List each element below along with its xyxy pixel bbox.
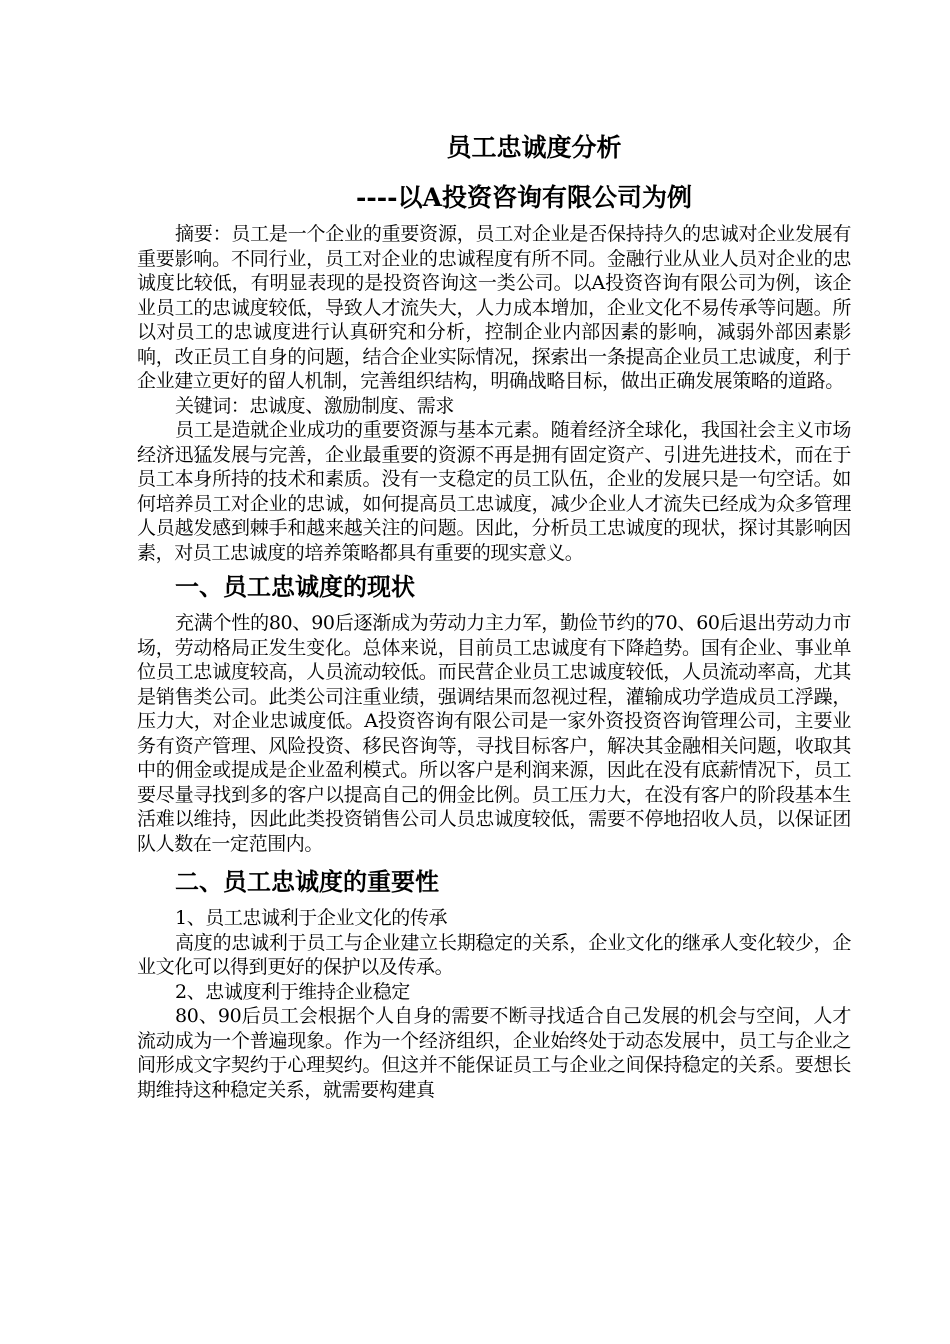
section-2-item-1-paragraph: 高度的忠诚利于员工与企业建立长期稳定的关系，企业文化的继承人变化较少，企业文化可以得到更好的保护以及传承。 bbox=[137, 931, 851, 978]
section-2-item-2-paragraph: 80、90后员工会根据个人自身的需要不断寻找适合自己发展的机会与空间，人才流动成为一个普遍现象。作为一个经济组织，企业始终处于动态发展中，员工与企业之间形成文字契约于心理契约。但这并不能保证员工与企业之间保持稳定的关系。要想长期维持这种稳定关系，就需要构建真 bbox=[137, 1005, 851, 1101]
intro-paragraph: 员工是造就企业成功的重要资源与基本元素。随着经济全球化，我国社会主义市场经济迅猛发展与完善，企业最重要的资源不再是拥有固定资产、引进先进技术，而在于员工本身所持的技术和素质。没有一支稳定的员工队伍，企业的发展只是一句空话。如何培养员工对企业的忠诚，如何提高员工忠诚度，减少企业人才流失已经成为众多管理人员越发感到棘手和越来越关注的问题。因此，分析员工忠诚度的现状，探讨其影响因素，对员工忠诚度的培养策略都具有重要的现实意义。 bbox=[137, 419, 851, 564]
section-2-item-1-title: 1、员工忠诚利于企业文化的传承 bbox=[175, 907, 448, 929]
section-2-heading: 二、员工忠诚度的重要性 bbox=[175, 867, 439, 896]
section-1-heading: 一、员工忠诚度的现状 bbox=[175, 572, 415, 601]
section-2-item-2-title: 2、忠诚度利于维持企业稳定 bbox=[175, 980, 410, 1003]
section-1-paragraph: 充满个性的80、90后逐渐成为劳动力主力军，勤俭节约的70、60后退出劳动力市场，劳动格局正发生变化。总体来说，目前员工忠诚度有下降趋势。国有企业、事业单位员工忠诚度较高，人员流动较低。而民营企业员工忠诚度较低，人员流动率高，尤其是销售类公司。此类公司注重业绩，强调结果而忽视过程，灌输成功学造成员工浮躁，压力大，对企业忠诚度低。A投资咨询有限公司是一家外资投资咨询管理公司，主要业务有资产管理、风险投资、移民咨询等，寻找目标客户，解决其金融相关问题，收取其中的佣金或提成是企业盈利模式。所以客户是利润来源，因此在没有底薪情况下，员工要尽量寻找到多的客户以提高自己的佣金比例。员工压力大，在没有客户的阶段基本生活难以维持，因此此类投资销售公司人员忠诚度较低，需要不停地招收人员，以保证团队人数在一定范围内。 bbox=[137, 612, 851, 855]
keywords-paragraph: 关键词：忠诚度、激励制度、需求 bbox=[175, 394, 455, 417]
document-subtitle: ----以A投资咨询有限公司为例 bbox=[356, 183, 692, 212]
document-title: 员工忠诚度分析 bbox=[446, 133, 622, 162]
document-page bbox=[137, 128, 851, 1102]
abstract-paragraph: 摘要：员工是一个企业的重要资源，员工对企业是否保持持久的忠诚对企业发展有重要影响。不同行业，员工对企业的忠诚程度有所不同。金融行业从业人员对企业的忠诚度比较低，有明显表现的是投资咨询这一类公司。以A投资咨询有限公司为例，该企业员工的忠诚度较低，导致人才流失大，人力成本增加，企业文化不易传承等问题。所以对员工的忠诚度进行认真研究和分析，控制企业内部因素的影响，减弱外部因素影响，改正员工自身的问题，结合企业实际情况，探索出一条提高企业员工忠诚度，利于企业建立更好的留人机制，完善组织结构，明确战略目标，做出正确发展策略的道路。 bbox=[137, 223, 851, 392]
